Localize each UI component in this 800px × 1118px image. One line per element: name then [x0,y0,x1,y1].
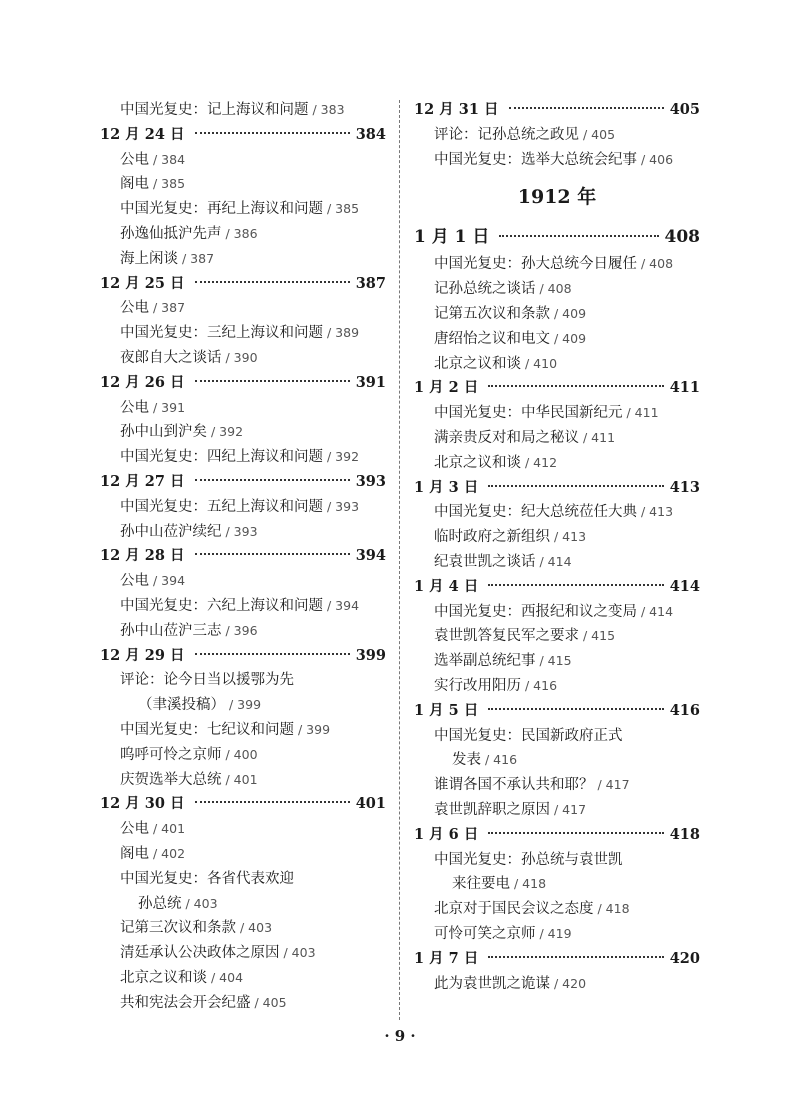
toc-entry [100,966,386,991]
toc-entry [100,148,386,173]
dot-leader [509,107,664,109]
entry-page-number: 389 [335,325,360,341]
entry-title: 北京之议和谈 [434,355,521,372]
date-label: 1 月 1 日 [414,227,490,248]
page-separator: / [225,697,238,713]
entry-title: 袁世凯辞职之原因 [434,801,550,818]
date-label: 12 月 31 日 [414,101,499,118]
page-separator: / [323,201,336,217]
entry-title: 北京之议和谈 [120,969,207,986]
entry-title: （聿溪投稿） [138,697,225,714]
page-separator: / [236,920,249,936]
entry-title: 孙总统 [138,895,182,912]
entry-page-number: 417 [562,801,587,817]
page-separator: / [221,349,234,365]
entry-title: 北京对于国民会议之态度 [434,901,594,918]
toc-entry [414,972,700,997]
entry-title: 孙中山莅沪续纪 [120,523,222,540]
entry-title: 中国光复史：七纪议和问题 [120,721,294,738]
toc-entry [414,724,700,749]
dot-leader [195,653,350,655]
toc-entry [100,222,386,247]
toc-entry [414,500,700,525]
page-separator: / [521,355,534,371]
toc-entry [100,445,386,470]
page-separator: / [550,801,563,817]
entry-page-number: 392 [335,449,360,465]
page-separator: / [535,925,548,941]
page-separator: / [579,628,592,644]
page-separator: / [593,901,606,917]
entry-page-number: 418 [605,901,630,917]
page-separator: / [323,597,336,613]
dot-leader [499,235,658,237]
toc-entry [414,525,700,550]
entry-page-number: 412 [533,454,558,470]
date-label: 12 月 24 日 [100,125,185,143]
entry-title: 孙中山到沪矣 [120,424,207,441]
date-heading [414,575,700,600]
entry-title: 满亲贵反对和局之秘议 [434,429,579,446]
date-heading [414,476,700,501]
date-heading [414,823,700,848]
date-heading [100,792,386,817]
toc-entry [100,743,386,768]
page-separator: / [323,449,336,465]
toc-entry [100,296,386,321]
toc-entry [414,148,700,173]
entry-title: 临时政府之新组织 [434,529,550,546]
entry-title: 记第三次议和条款 [120,920,236,937]
entry-title: 海上闲谈 [120,250,178,267]
date-label: 12 月 25 日 [100,274,185,292]
entry-page-number: 413 [649,504,674,520]
page-separator: / [221,771,234,787]
toc-right-column [414,98,700,996]
date-page-number: 414 [669,577,700,595]
entry-page-number: 394 [161,573,186,589]
date-heading [100,123,386,148]
toc-entry [100,594,386,619]
toc-entry [100,991,386,1016]
entry-title: 唐绍怡之议和电文 [434,330,550,347]
date-label: 12 月 29 日 [100,646,185,664]
entry-title: 孙逸仙抵沪先声 [120,225,222,242]
dot-leader [195,553,350,555]
date-label: 1 月 5 日 [414,701,479,719]
entry-title: 孙中山莅沪三志 [120,622,222,639]
page-separator: / [510,876,523,892]
toc-entry [414,872,700,897]
date-heading [414,222,700,252]
toc-entry [414,401,700,426]
entry-page-number: 408 [547,281,572,297]
toc-entry [414,674,700,699]
date-label: 12 月 27 日 [100,472,185,490]
page-separator: / [579,429,592,445]
entry-title: 公电 [120,821,149,838]
page-separator: / [535,281,548,297]
dot-leader [488,584,663,586]
column-divider [399,100,400,1020]
dot-leader [195,801,350,803]
toc-entry [100,197,386,222]
toc-entry [414,624,700,649]
toc-entry [414,649,700,674]
dot-leader [488,708,663,710]
year-heading: 1912 年 [517,186,597,209]
date-heading [414,376,700,401]
entry-page-number: 416 [493,752,518,768]
date-page-number: 413 [669,478,700,496]
page-separator: / [149,151,162,167]
toc-entry [100,817,386,842]
page-separator: / [550,330,563,346]
entry-page-number: 409 [562,305,587,321]
toc-entry [414,451,700,476]
toc-entry [100,916,386,941]
entry-page-number: 415 [591,628,616,644]
toc-entry [414,426,700,451]
page-separator: / [207,969,220,985]
date-page-number: 391 [355,373,386,391]
date-page-number: 394 [355,547,386,565]
page-separator: / [323,498,336,514]
toc-entry [100,321,386,346]
page-separator: / [221,523,234,539]
entry-title: 袁世凯答复民军之要求 [434,628,579,645]
page-separator: / [521,677,534,693]
entry-page-number: 393 [335,498,360,514]
date-page-number: 405 [669,101,700,118]
toc-entry [100,495,386,520]
date-label: 12 月 26 日 [100,373,185,391]
page-separator: / [637,151,650,167]
entry-title: 中国光复史：纪大总统莅任大典 [434,504,637,521]
toc-entry [100,768,386,793]
entry-page-number: 403 [248,920,273,936]
toc-entry [414,748,700,773]
date-heading [100,272,386,297]
toc-entry [414,897,700,922]
entry-title: 中国光复史：民国新政府正式 [434,727,623,744]
entry-title: 呜呼可怜之京师 [120,746,222,763]
entry-page-number: 392 [219,424,244,440]
entry-page-number: 411 [591,429,616,445]
page-separator: / [593,777,606,793]
date-label: 1 月 7 日 [414,949,479,967]
page-separator: / [149,399,162,415]
entry-page-number: 390 [233,349,258,365]
entry-title: 中国光复史：记上海议和问题 [120,102,309,118]
date-label: 12 月 28 日 [100,547,185,565]
date-label: 1 月 3 日 [414,478,479,496]
page-separator: / [535,653,548,669]
page-separator: / [149,845,162,861]
toc-entry [414,352,700,377]
entry-title: 来往要电 [452,876,510,893]
toc-entry [100,718,386,743]
entry-title: 评论：记孙总统之政见 [434,126,579,143]
page-separator: / [323,325,336,341]
page-separator: / [637,504,650,520]
date-page-number: 408 [664,227,700,248]
entry-page-number: 409 [562,330,587,346]
entry-title: 清廷承认公决政体之原因 [120,945,280,962]
entry-title: 阁电 [120,176,149,193]
entry-title: 阁电 [120,845,149,862]
toc-entry [414,252,700,277]
entry-title: 可怜可笑之京师 [434,925,536,942]
entry-page-number: 401 [233,771,258,787]
page-separator: / [308,102,321,117]
page-separator: / [550,305,563,321]
page-separator: / [149,821,162,837]
page-separator: / [481,752,494,768]
entry-page-number: 399 [306,721,331,737]
toc-entry [100,668,386,693]
toc-entry [100,842,386,867]
entry-title: 发表 [452,752,481,769]
date-page-number: 393 [355,472,386,490]
toc-entry [414,798,700,823]
dot-leader [195,479,350,481]
entry-page-number: 411 [634,405,659,421]
page-separator: / [221,225,234,241]
page-separator: / [178,250,191,266]
toc-entry [100,247,386,272]
date-heading [414,699,700,724]
entry-page-number: 399 [237,697,262,713]
date-page-number: 387 [355,274,386,292]
entry-page-number: 406 [649,151,674,167]
date-label: 1 月 4 日 [414,577,479,595]
entry-page-number: 394 [335,597,360,613]
toc-entry [100,619,386,644]
entry-page-number: 405 [591,126,616,142]
entry-title: 记第五次议和条款 [434,305,550,322]
toc-entry [414,277,700,302]
page-number: · 9 · [384,1027,416,1045]
toc-entry [100,396,386,421]
page-separator: / [149,300,162,316]
page-separator: / [294,721,307,737]
dot-leader [488,956,663,958]
dot-leader [195,380,350,382]
page-separator: / [637,256,650,272]
page-separator: / [535,553,548,569]
entry-title: 北京之议和谈 [434,454,521,471]
entry-title: 公电 [120,151,149,168]
toc-entry [414,773,700,798]
date-heading [100,644,386,669]
toc-entry [414,922,700,947]
toc-entry [414,123,700,148]
page-separator: / [149,176,162,192]
entry-page-number: 401 [161,821,186,837]
entry-page-number: 405 [262,994,287,1010]
date-page-number: 416 [669,701,700,719]
entry-page-number: 414 [547,553,572,569]
entry-title: 夜郎自大之谈话 [120,349,222,366]
toc-entry [414,848,700,873]
date-page-number: 399 [355,646,386,664]
page-separator: / [207,424,220,440]
date-page-number: 401 [355,795,386,813]
date-label: 1 月 6 日 [414,825,479,843]
date-page-number: 420 [669,949,700,967]
page-separator: / [550,529,563,545]
entry-page-number: 408 [649,256,674,272]
entry-title: 公电 [120,573,149,590]
page-separator: / [637,603,650,619]
entry-title: 中国光复史：孙大总统今日履任 [434,256,637,273]
page-separator: / [221,622,234,638]
entry-page-number: 400 [233,746,258,762]
page-separator: / [622,405,635,421]
entry-page-number: 385 [161,176,186,192]
page-separator: / [221,746,234,762]
entry-page-number: 419 [547,925,572,941]
entry-title: 中国光复史：西报纪和议之变局 [434,603,637,620]
dot-leader [488,485,663,487]
entry-page-number: 417 [605,777,630,793]
dot-leader [488,385,663,387]
date-heading [100,470,386,495]
entry-page-number: 387 [161,300,186,316]
entry-title: 中国光复史：再纪上海议和问题 [120,201,323,218]
entry-title: 庆贺选举大总统 [120,771,222,788]
page-separator: / [579,126,592,142]
entry-page-number: 391 [161,399,186,415]
entry-title: 实行改用阳历 [434,677,521,694]
date-label: 12 月 30 日 [100,795,185,813]
entry-title: 选举副总统纪事 [434,653,536,670]
toc-entry [100,892,386,917]
toc-entry [100,569,386,594]
entry-title: 记孙总统之谈话 [434,281,536,298]
entry-title: 中国光复史：四纪上海议和问题 [120,449,323,466]
entry-page-number: 384 [161,151,186,167]
dot-leader [488,832,663,834]
entry-page-number: 414 [649,603,674,619]
date-page-number: 411 [669,379,700,397]
entry-title: 公电 [120,300,149,317]
date-label: 1 月 2 日 [414,379,479,397]
entry-page-number: 383 [320,102,345,117]
entry-title: 中国光复史：六纪上海议和问题 [120,597,323,614]
entry-title: 中国光复史：三纪上海议和问题 [120,325,323,342]
entry-title: 中国光复史：五纪上海议和问题 [120,498,323,515]
toc-entry [414,550,700,575]
toc-entry [100,346,386,371]
entry-page-number: 413 [562,529,587,545]
entry-page-number: 415 [547,653,572,669]
entry-title: 谁谓各国不承认共和耶？ [434,777,594,794]
toc-entry [100,420,386,445]
entry-title: 纪袁世凯之谈话 [434,553,536,570]
date-heading [414,98,700,123]
toc-entry [100,941,386,966]
entry-page-number: 404 [219,969,244,985]
toc-entry [100,98,386,123]
entry-title: 此为袁世凯之诡谋 [434,975,550,992]
date-page-number: 384 [355,125,386,143]
date-heading [414,947,700,972]
page-separator: / [181,895,194,911]
date-heading [100,544,386,569]
entry-title: 共和宪法会开会纪盛 [120,994,251,1011]
entry-page-number: 385 [335,201,360,217]
entry-page-number: 403 [291,945,316,961]
entry-title: 中国光复史：孙总统与袁世凯 [434,851,623,868]
toc-entry [414,600,700,625]
entry-page-number: 403 [193,895,218,911]
page-separator: / [279,945,292,961]
toc-entry [414,327,700,352]
toc-entry [414,302,700,327]
entry-title: 中国光复史：中华民国新纪元 [434,405,623,422]
page-separator: / [550,975,563,991]
date-page-number: 418 [669,825,700,843]
toc-left-column [100,98,386,1015]
entry-title: 中国光复史：选举大总统会纪事 [434,151,637,168]
toc-entry [100,172,386,197]
entry-page-number: 386 [233,225,258,241]
date-heading [100,371,386,396]
dot-leader [195,132,350,134]
page-separator: / [149,573,162,589]
toc-entry [100,693,386,718]
entry-page-number: 418 [522,876,547,892]
entry-page-number: 416 [533,677,558,693]
page-separator: / [521,454,534,470]
page-separator: / [250,994,263,1010]
toc-entry [100,867,386,892]
entry-page-number: 420 [562,975,587,991]
toc-entry [100,520,386,545]
entry-title: 公电 [120,399,149,416]
entry-page-number: 387 [190,250,215,266]
entry-title: 中国光复史：各省代表欢迎 [120,870,294,887]
entry-page-number: 410 [533,355,558,371]
entry-title: 评论：论今日当以援鄂为先 [120,672,294,689]
entry-page-number: 393 [233,523,258,539]
entry-page-number: 396 [233,622,258,638]
entry-page-number: 402 [161,845,186,861]
dot-leader [195,281,350,283]
